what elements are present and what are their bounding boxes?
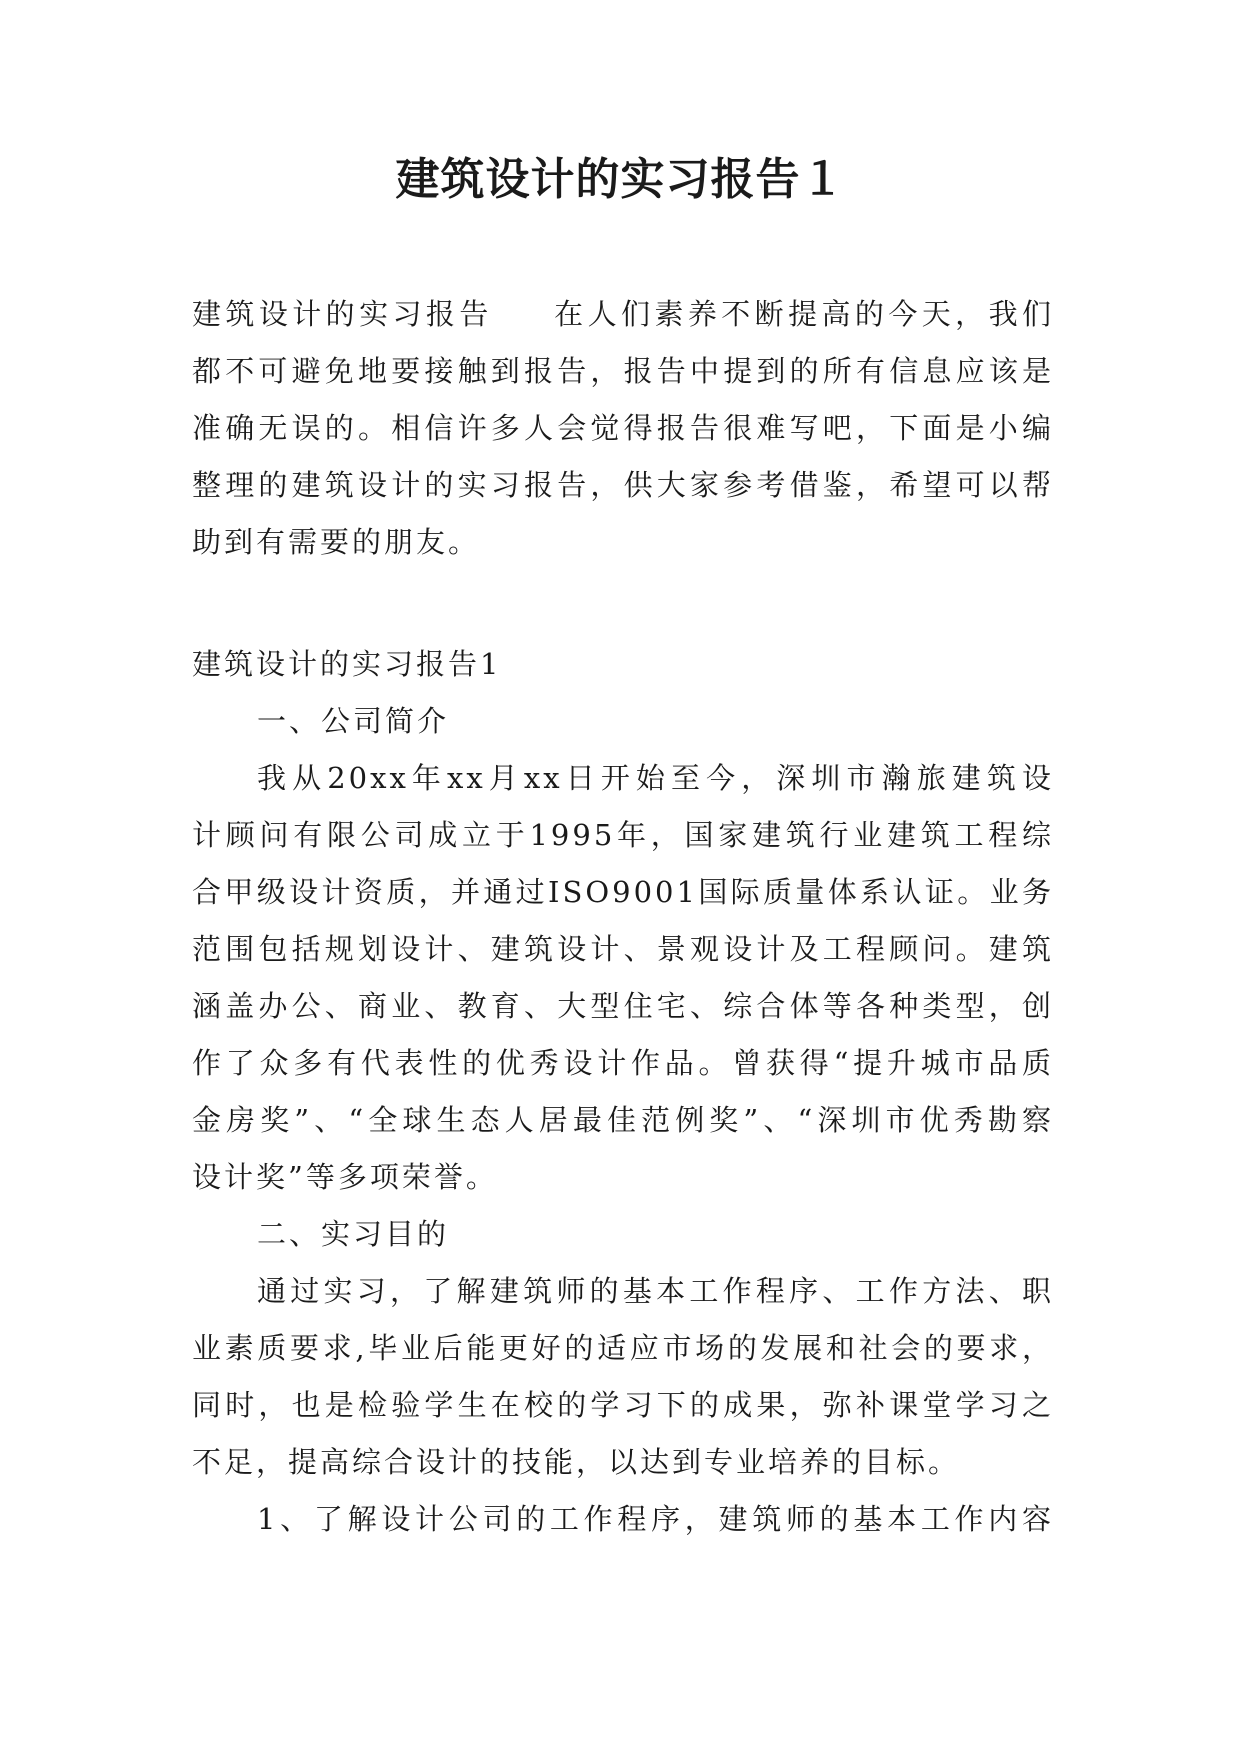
part1-line: 作了众多有代表性的优秀设计作品。曾获得“提升城市品质 — [192, 1046, 1054, 1080]
item-1: 1、了解设计公司的工作程序，建筑师的基本工作内容 — [257, 1502, 1054, 1536]
part2-line: 不足，提高综合设计的技能，以达到专业培养的目标。 — [192, 1445, 961, 1479]
part2-line: 业素质要求,毕业后能更好的适应市场的发展和社会的要求， — [192, 1331, 1054, 1365]
part2-line: 通过实习，了解建筑师的基本工作程序、工作方法、职 — [257, 1274, 1054, 1308]
part1-line: 设计奖”等多项荣誉。 — [192, 1160, 498, 1194]
intro-line: 准确无误的。相信许多人会觉得报告很难写吧，下面是小编 — [192, 411, 1054, 445]
part1-line: 范围包括规划设计、建筑设计、景观设计及工程顾问。建筑 — [192, 932, 1054, 966]
intro-line-text: 在人们素养不断提高的今天，我们 — [552, 297, 1054, 331]
report-section — [192, 636, 1054, 1548]
part1-line: 涵盖办公、商业、教育、大型住宅、综合体等各种类型，创 — [192, 989, 1054, 1023]
intro-lead: 建筑设计的实习报告 — [192, 297, 493, 331]
section-heading: 建筑设计的实习报告1 — [192, 647, 502, 681]
part1-heading: 一、公司简介 — [257, 704, 450, 738]
part1-line: 我从20xx年xx月xx日开始至今，深圳市瀚旅建筑设 — [257, 761, 1054, 795]
part1-line: 合甲级设计资质，并通过ISO9001国际质量体系认证。业务 — [192, 875, 1054, 909]
document-title: 建筑设计的实习报告１ — [395, 154, 846, 205]
intro-line: 助到有需要的朋友。 — [192, 525, 481, 559]
intro-paragraph — [192, 286, 1054, 571]
part1-line: 金房奖”、“全球生态人居最佳范例奖”、“深圳市优秀勘察 — [192, 1103, 1054, 1137]
intro-line: 都不可避免地要接触到报告，报告中提到的所有信息应该是 — [192, 354, 1054, 388]
part2-line: 同时，也是检验学生在校的学习下的成果，弥补课堂学习之 — [192, 1388, 1054, 1422]
intro-line: 整理的建筑设计的实习报告，供大家参考借鉴，希望可以帮 — [192, 468, 1054, 502]
part2-heading: 二、实习目的 — [257, 1217, 450, 1251]
intro-line — [192, 286, 1054, 343]
part1-line: 计顾问有限公司成立于1995年，国家建筑行业建筑工程综 — [192, 818, 1054, 852]
